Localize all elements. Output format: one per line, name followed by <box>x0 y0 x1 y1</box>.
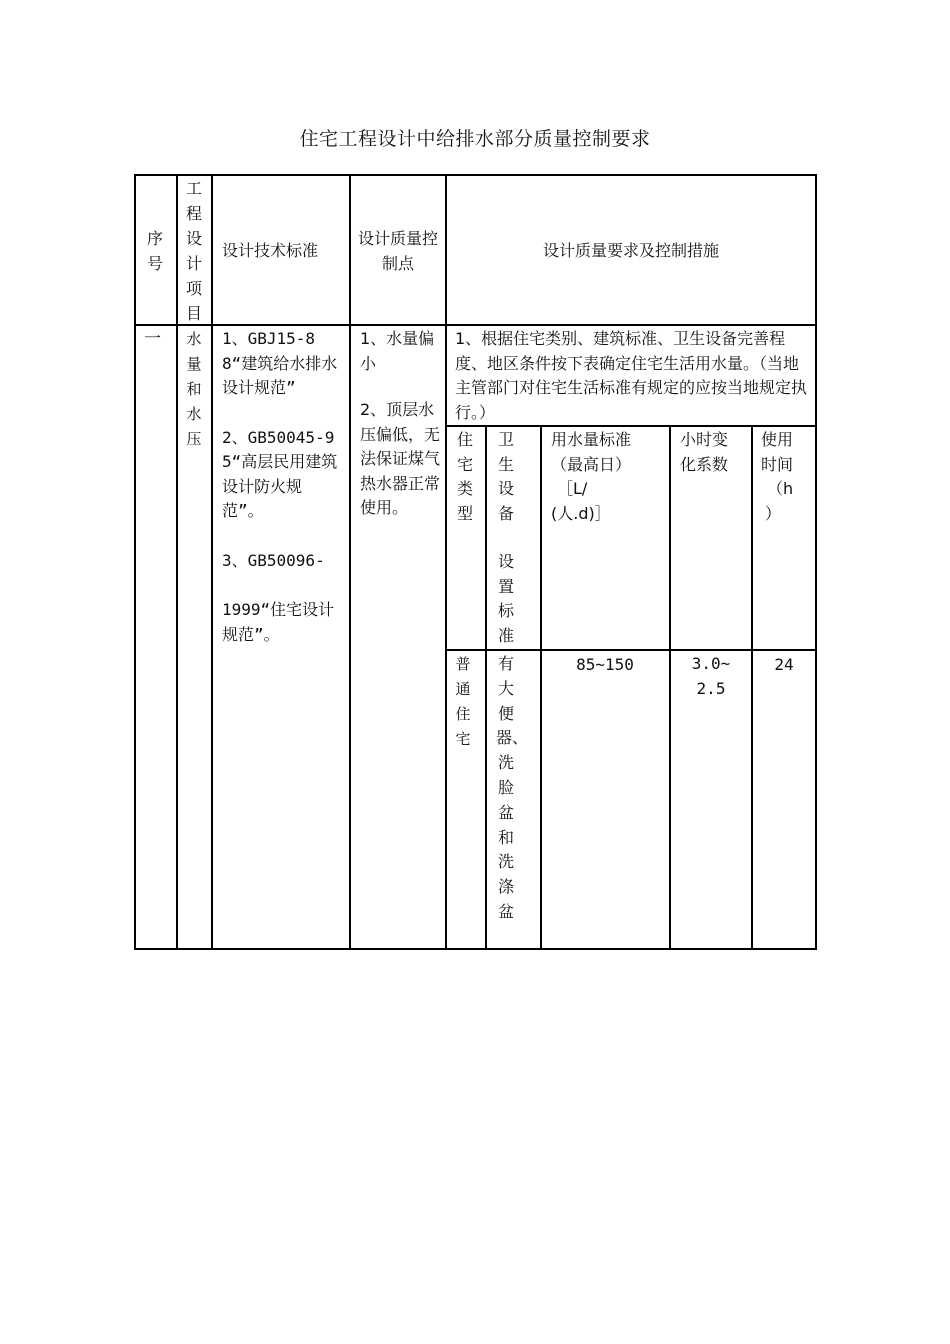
subheader-water-line: ［L/ <box>557 479 588 498</box>
row-seq: 一 <box>144 329 161 349</box>
header-control-point: 设计质量控制点 <box>358 229 439 273</box>
control-point-item: 2、顶层水压偏低，无法保证煤气热水器正常使用。 <box>360 400 441 517</box>
subrow-coefficient <box>671 652 751 701</box>
subcol-divider-1 <box>485 425 487 950</box>
subrow-hours: 24 <box>774 655 794 674</box>
table-border-top <box>134 174 817 176</box>
standard-item: 2、GB50045-95“高层民用建筑设计防火规范”。 <box>222 427 338 520</box>
subheader-water-line: 用水量标准 <box>551 430 632 449</box>
subrow-coefficient-line: 3.0~ <box>691 654 731 673</box>
subheader-water-standard <box>551 428 666 526</box>
header-project: 工程设计项目 <box>185 179 202 323</box>
subcol-divider-4 <box>751 425 753 950</box>
subheader-coefficient-line: 化系数 <box>680 454 729 474</box>
table-border-left <box>134 174 136 950</box>
subheader-coefficient-line: 小时变 <box>680 430 729 449</box>
subheader-equipment-line: 设置标准 <box>497 552 514 645</box>
row-standards <box>222 327 342 647</box>
subtable-header-line <box>446 649 817 651</box>
header-divider <box>134 324 817 326</box>
subheader-type: 住宅类型 <box>456 430 473 523</box>
subrow-coefficient-line: 2.5 <box>696 678 726 698</box>
header-seq: 序号 <box>146 229 163 273</box>
row-control-points <box>360 327 442 521</box>
subheader-hours-line: 时间 <box>761 454 794 474</box>
standard-item: 3、GB50096- <box>222 550 325 570</box>
subheader-water-line: （最高日） <box>551 454 632 474</box>
subrow-type: 普通住宅 <box>455 655 471 748</box>
subtable-top-line <box>446 425 817 427</box>
standard-item: 1、GBJ15-88“建筑给水排水设计规范” <box>222 329 338 397</box>
col-divider-2 <box>211 174 213 950</box>
table-border-bottom <box>134 948 817 950</box>
subheader-hours-line: （h <box>767 479 794 498</box>
table-border-right <box>815 174 817 950</box>
subheader-equipment <box>496 428 516 648</box>
subheader-hours <box>761 428 793 526</box>
subheader-coefficient <box>680 428 728 477</box>
standard-item: 1999“住宅设计规范”。 <box>222 600 335 644</box>
subrow-water-standard: 85~150 <box>576 655 634 674</box>
subcol-divider-2 <box>540 425 542 950</box>
col-divider-3 <box>349 174 351 950</box>
subheader-water-line: (人.d)］ <box>551 503 611 523</box>
subheader-equipment-line: 卫生设备 <box>497 430 514 523</box>
row-project: 水量和水压 <box>186 330 202 448</box>
row-requirement-text: 1、根据住宅类别、建筑标准、卫生设备完善程度、地区条件按下表确定住宅生活用水量。（当地主管部门对住宅生活标准有规定的应按当地规定执行。） <box>455 329 808 422</box>
header-standard: 设计技术标准 <box>222 241 319 260</box>
subrow-equipment: 有大便器、洗脸盆和洗涤盆 <box>496 654 529 921</box>
control-point-item: 1、水量偏小 <box>360 329 435 373</box>
header-requirements: 设计质量要求及控制措施 <box>542 241 719 260</box>
col-divider-1 <box>176 174 178 950</box>
col-divider-4 <box>445 174 447 950</box>
subheader-hours-line: ） <box>765 503 782 523</box>
subheader-hours-line: 使用 <box>761 430 794 449</box>
page-title: 住宅工程设计中给排水部分质量控制要求 <box>299 128 651 150</box>
